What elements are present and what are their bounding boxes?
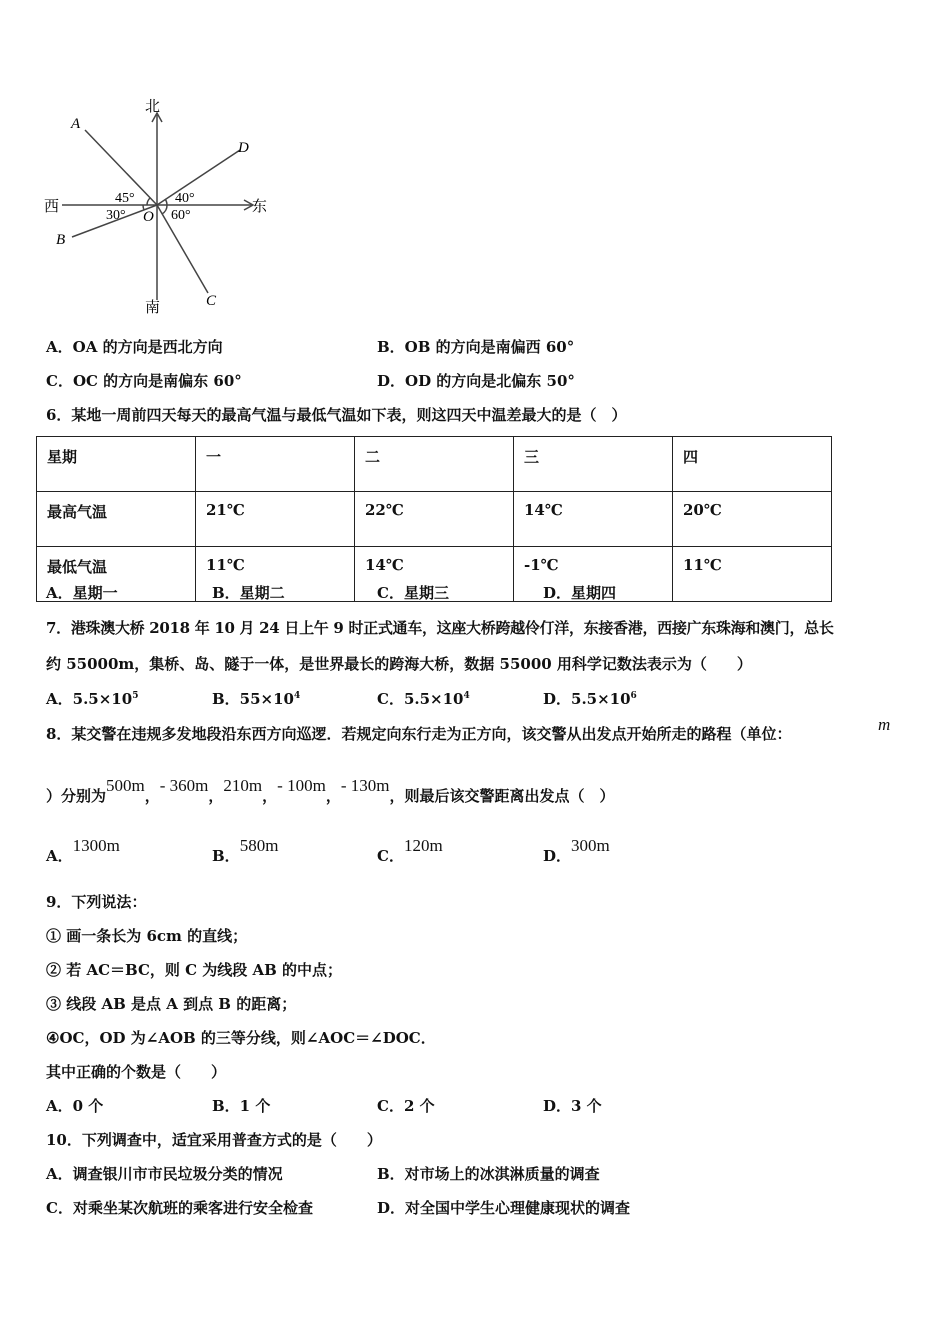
q8-option-b [212,836,279,866]
q6-option-a: A．星期一 [46,584,118,602]
option-label: B． [212,847,240,865]
q8-suffix: ，则最后该交警距离出发点（ ） [389,787,615,805]
option-label: A．5.5×10 [46,690,133,708]
label-west: 西 [44,199,60,215]
q10-option-c: C．对乘坐某次航班的乘客进行安全检查 [46,1199,313,1217]
q10-option-d: D．对全国中学生心理健康现状的调查 [377,1199,631,1217]
direction-diagram [0,0,300,330]
temperature-table [36,436,832,602]
q5-option-a: A．OA 的方向是西北方向 [46,338,223,356]
cell: 11℃ [673,547,832,602]
angle-60: 60° [171,208,191,223]
q9-item-3: ③ 线段 AB 是点 A 到点 B 的距离； [46,995,297,1013]
option-label: A． [46,847,73,865]
exponent: 4 [294,691,301,701]
cell: 14℃ [514,492,673,547]
exponent: 4 [463,691,470,701]
distance-value: - 360m [159,776,209,795]
label-north: 北 [145,99,161,115]
q9-stem: 9．下列说法： [46,893,147,911]
q8-option-d [543,836,610,866]
q8-option-c [377,836,443,866]
table-row [37,437,832,492]
q7-line1: 7．港珠澳大桥 2018 年 10 月 24 日上午 9 时正式通车，这座大桥跨越伶仃洋，东接香港，西接广东珠海和澳门，总长 [46,619,834,637]
distance-value: - 100m [277,776,326,795]
q6-option-b: B．星期二 [212,584,285,602]
angle-30: 30° [106,208,126,223]
q9-item-2: ② 若 AC＝BC，则 C 为线段 AB 的中点； [46,961,343,979]
q10-option-a: A．调查银川市市民垃圾分类的情况 [46,1165,283,1183]
label-c: C [206,293,217,309]
cell: 11℃ [196,547,355,602]
q8-option-a [46,836,120,866]
cell: 一 [196,437,355,492]
sep: ， [325,787,341,805]
q5-option-c: C．OC 的方向是南偏东 60° [46,372,242,390]
cell: 最高气温 [37,492,196,547]
sep: ， [144,787,160,805]
option-value: 580m [239,836,279,855]
q8-prefix: ）分别为 [46,787,107,805]
cell: 星期 [37,437,196,492]
angle-45: 45° [115,191,135,206]
exponent: 5 [132,691,139,701]
label-o: O [143,209,154,225]
q9-option-b: B．1 个 [212,1097,271,1115]
label-a: A [71,116,81,132]
q10-stem: 10．下列调查中，适宜采用普查方式的是（ ） [46,1131,382,1149]
q6-option-c: C．星期三 [377,584,449,602]
q9-question: 其中正确的个数是（ ） [46,1063,227,1081]
cell: 22℃ [355,492,514,547]
sep: ， [262,787,278,805]
q9-item-1: ① 画一条长为 6cm 的直线； [46,927,248,945]
q7-line2: 约 55000m，集桥、岛、隧于一体，是世界最长的跨海大桥，数据 55000 用科学记数法表示为（ ） [46,655,752,673]
option-value: 1300m [72,836,120,855]
label-south: 南 [145,300,161,316]
option-label: D．5.5×10 [543,690,631,708]
distance-value: - 130m [340,776,390,795]
cell: 最低气温 [37,547,196,602]
q9-option-a: A．0 个 [46,1097,104,1115]
cell: 20℃ [673,492,832,547]
q6-stem: 6．某地一周前四天每天的最高气温与最低气温如下表，则这四天中温差最大的是（ ） [46,406,627,424]
angle-40: 40° [175,191,195,206]
q8-unit: m [878,715,891,734]
label-d: D [238,140,249,156]
q10-option-b: B．对市场上的冰淇淋质量的调查 [377,1165,600,1183]
option-value: 120m [403,836,443,855]
option-value: 300m [571,836,610,855]
option-label: D． [543,847,572,865]
q5-option-b: B．OB 的方向是南偏西 60° [377,338,575,356]
exponent: 6 [630,691,637,701]
q9-option-c: C．2 个 [377,1097,435,1115]
q5-option-d: D．OD 的方向是北偏东 50° [377,372,575,390]
ray-od [157,150,240,205]
label-b: B [56,232,66,248]
sep: ， [208,787,224,805]
q9-item-4: ④OC，OD 为∠AOB 的三等分线，则∠AOC＝∠DOC． [46,1029,436,1047]
cell: 三 [514,437,673,492]
option-label: C．5.5×10 [377,690,464,708]
q9-option-d: D．3 个 [543,1097,602,1115]
q6-option-d: D．星期四 [543,584,617,602]
q8-line2 [46,776,615,806]
cell: 二 [355,437,514,492]
q7-option-a [46,688,138,709]
distance-value: 210m [223,776,263,795]
label-east: 东 [252,199,268,215]
q7-option-d [543,688,637,709]
q7-option-b [212,688,300,709]
cell: -1℃ [514,547,673,602]
cell: 14℃ [355,547,514,602]
table-row [37,492,832,547]
option-label: C． [377,847,404,865]
cell: 21℃ [196,492,355,547]
cell: 四 [673,437,832,492]
distance-value: 500m [106,776,145,795]
q7-option-c [377,688,470,709]
q8-line1: 8．某交警在违规多发地段沿东西方向巡逻．若规定向东行走为正方向，该交警从出发点开始所走的路程（单位： [46,725,792,743]
option-label: B．55×10 [212,690,294,708]
